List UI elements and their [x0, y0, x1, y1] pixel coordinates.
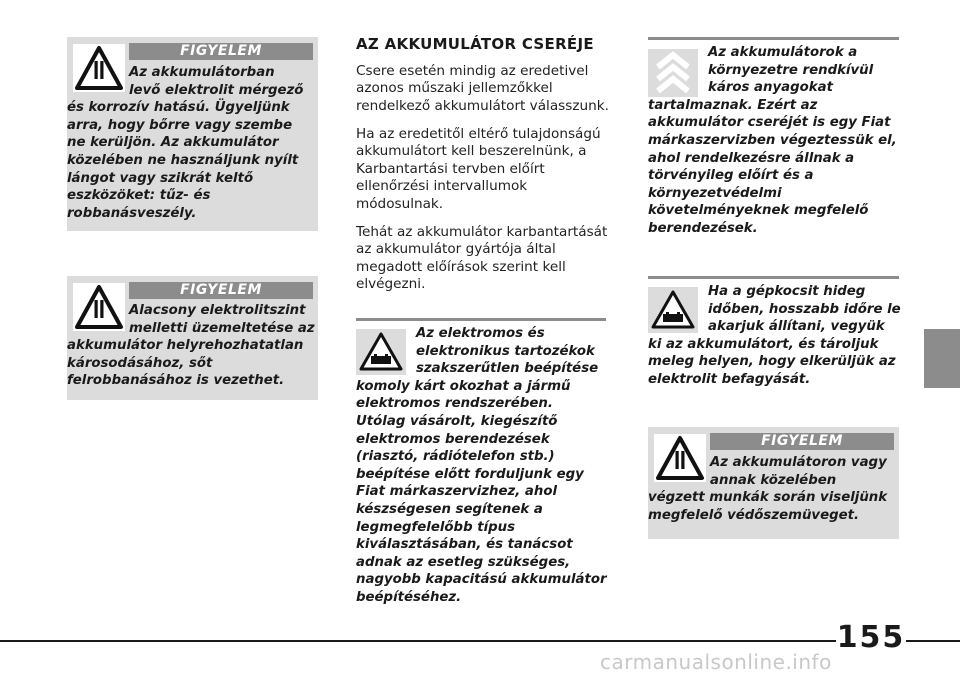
watermark: carmanualsonline.info [600, 650, 832, 674]
warning-box-2 [67, 276, 318, 400]
warning-box-1 [67, 37, 318, 231]
page-number: 155 [836, 618, 906, 658]
chapter-tab [924, 329, 960, 388]
environment-note-text: Az akkumulátorok a környezetre rendkívül káros anyagokat tartalmaznak. Ezért az akkumulátor cseréjét is egy Fiat márkaszervizben végeztessük el, ahol rendelkezésre állnak a törvényileg előírt és a környezetvédelmi követelményeknek megfelelő berendezések. [648, 45, 897, 236]
paragraph-1: Csere esetén mindig az eredetivel azonos műszaki jellemzőkkel rendelkező akkumulátort válasszunk. [356, 63, 609, 114]
frost-note-text: Ha a gépkocsit hideg időben, hosszabb időre le akarjuk állítani, vegyük ki az akkumulátort, és tároljuk meleg helyen, hogy elkerüljük az elektrolit befagyását. [648, 284, 901, 387]
warning-label: FIGYELEM [129, 43, 313, 60]
footer-rule [0, 640, 960, 642]
warning-2-text: Alacsony elektrolitszint melletti üzemeltetése az akkumulátor helyrehozhatatlan károsodásához, sőt felrobbanásához is vezethet. [67, 303, 315, 389]
frost-note-divider [648, 276, 899, 279]
warning-label: FIGYELEM [710, 433, 894, 450]
paragraph-3: Tehát az akkumulátor karbantartását az akkumulátor gyártója által megadott előírások szerint kell elvégezni. [356, 224, 608, 293]
environment-note [648, 44, 908, 244]
paragraph-2: Ha az eredetitől eltérő tulajdonságú akkumulátort kell beszerelnünk, a Karbantartási tervben előírt ellenőrzési intervallumok módosulnak. [356, 126, 601, 212]
note-divider [356, 318, 606, 321]
frost-note [648, 283, 908, 393]
electrical-note-text: Az elektromos és elektronikus tartozékok szakszerűtlen beépítése komoly kárt okozhat a jármű elektromos rendszerében. Utólag vásárolt, kiegészítő elektromos berendezések (riasztó, rádiótelefon stb.) beépítése előtt forduljunk egy Fiat márkaszervizhez, ahol készségesen segítenek a legmegfelelőbb típus kiválasztásában, és tanácsot adnak az esetleg szükséges, nagyobb kapacitású akkumulátor beépítéséhez. [356, 326, 607, 605]
warning-3-text: Az akkumulátoron vagy annak közelében végzett munkák során viseljünk megfelelő védőszemüveget. [648, 455, 888, 523]
warning-label: FIGYELEM [129, 282, 313, 299]
warning-1-text: Az akkumulátorban levő elektrolit mérgező és korrozív hatású. Ügyeljünk arra, hogy bőrre vagy szembe ne kerüljön. Az akkumulátor közelében ne használjunk nyílt lángot vagy szikrát keltő eszközöket: tűz- és robbanásveszély. [67, 65, 304, 221]
section-title: AZ AKKUMULÁTOR CSERÉJE [356, 35, 594, 53]
env-note-divider [648, 37, 899, 40]
warning-box-3 [648, 427, 899, 539]
electrical-note [356, 325, 616, 615]
